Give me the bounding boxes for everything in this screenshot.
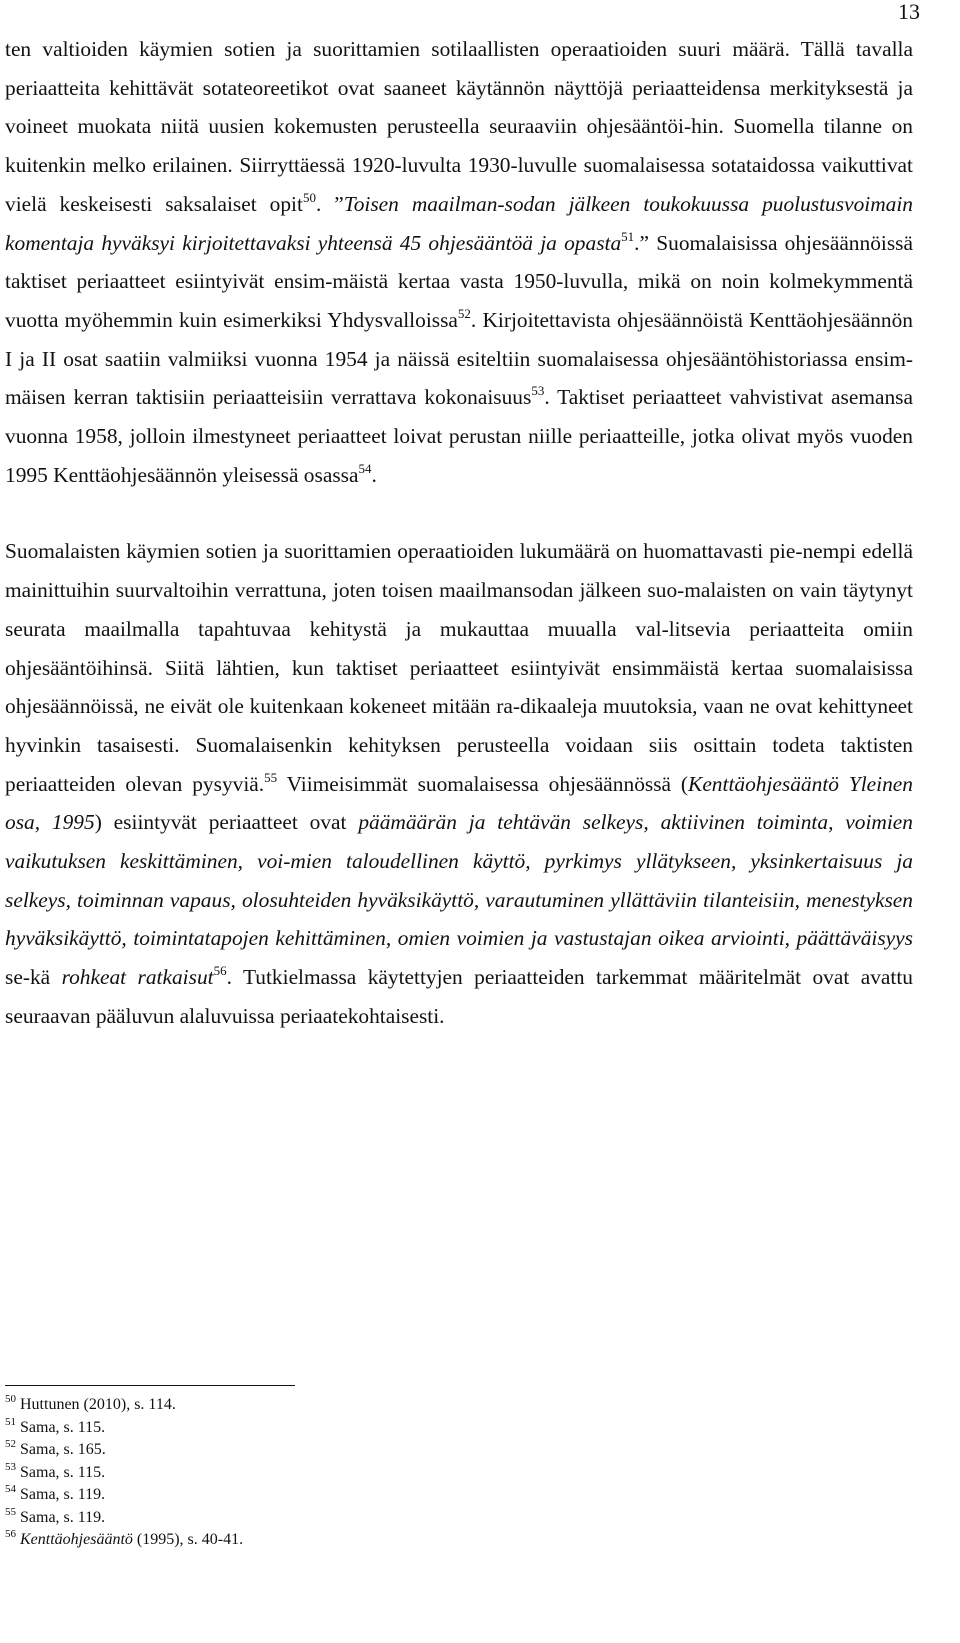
- italic-text: päämäärän ja tehtävän selkeys, aktiivinen toiminta, voimien vaikutuksen keskittäminen, voi-mien taloudellinen käyttö, pyrkimys yllätykseen, yksinkertaisuus ja selkeys, toiminnan vapaus, olosuhteiden hyväksikäyttö, varautuminen yllättäviin tilanteisiin, menestyksen hyväksikäyttö, toimintatapojen kehittäminen, omien voimien ja vastustajan oikea arviointi, päättäväisyys: [5, 810, 913, 951]
- footnote-number: 54: [5, 1483, 16, 1495]
- text-run: ) esiintyvät periaatteet ovat: [94, 810, 359, 835]
- italic-text: Kenttäohjesääntö Yleinen osa, 1995: [5, 771, 913, 835]
- text-run: . Kirjoitettavista ohjesäännöistä Kenttäohjesäännön I ja II osat saatiin valmiiksi vuonna 1954 ja näissä esiteltiin suomalaisessa ohjesääntöhistoriassa ensim-mäisen kerran taktisiin periaatteisiin verrattava kokonaisuus: [5, 307, 914, 410]
- footnote-reference: 51: [621, 228, 635, 244]
- text-run: Sama, s. 119.: [20, 1486, 106, 1503]
- footnotes: [5, 1394, 605, 1552]
- footnote-item: [5, 1462, 605, 1485]
- footnote-number: 56: [5, 1528, 16, 1540]
- text-run: Huttunen (2010), s. 114.: [20, 1396, 176, 1413]
- footnote-item: [5, 1394, 605, 1417]
- text-run: Sama, s. 115.: [20, 1418, 106, 1436]
- footnote-reference: 50: [302, 189, 316, 205]
- footnote-number: 52: [5, 1438, 16, 1450]
- footnote-number: 53: [5, 1460, 16, 1473]
- page-number: 13: [898, 0, 920, 24]
- footnote-reference: 53: [531, 383, 545, 399]
- footnote-number: 51: [5, 1415, 16, 1428]
- text-run: . Tutkielmassa käytettyjen periaatteiden tarkemmat määritelmät ovat avattu seuraavan pääluvun alaluvuissa periaatekohtaisesti.: [5, 965, 913, 1028]
- footnote-reference: 55: [264, 769, 278, 785]
- text-run: . ”: [315, 191, 344, 216]
- footnote-number: 55: [5, 1505, 16, 1518]
- text-run: Viimeisimmät suomalaisessa ohjesäännössä (: [277, 771, 689, 796]
- footnote-item: [5, 1529, 605, 1552]
- italic-text: rohkeat ratkaisut: [61, 965, 214, 990]
- paragraph-1: [5, 30, 913, 494]
- text-run: se-kä: [5, 965, 62, 990]
- text-run: .” Suomalaisissa ohjesäännöissä taktiset periaatteet esiintyivät ensim-mäistä kertaa vasta 1950-luvulla, mikä on noin kolmekymmentä vuotta myöhemmin kuin esimerkiksi Yhdysvalloissa: [5, 230, 913, 332]
- footnote-item: [5, 1417, 605, 1440]
- text-run: (1995), s. 40-41.: [132, 1531, 244, 1548]
- italic-text: Toisen maailman-sodan jälkeen toukokuussa puolustusvoimain komentaja hyväksyi kirjoitettavaksi yhteensä 45 ohjesääntöä ja opasta: [5, 191, 913, 255]
- footnote-reference: 52: [457, 305, 471, 321]
- footnote-divider: [5, 1385, 295, 1386]
- footnote-item: [5, 1484, 605, 1507]
- footnote-item: [5, 1507, 605, 1530]
- body-text: [5, 30, 913, 1036]
- footnote-number: 50: [5, 1393, 16, 1405]
- text-run: . Taktiset periaatteet vahvistivat asemansa vuonna 1958, jolloin ilmestyneet periaatteet loivat perustan niille periaatteille, jotka olivat myös vuoden 1995 Kenttäohjesäännön yleisessä osassa: [5, 385, 913, 487]
- text-run: .: [371, 462, 377, 487]
- paragraph-2: [5, 532, 913, 1035]
- text-run: Sama, s. 165.: [20, 1441, 106, 1458]
- italic-text: Kenttäohjesääntö: [20, 1531, 133, 1548]
- footnote-reference: 54: [358, 460, 372, 476]
- text-run: ten valtioiden käymien sotien ja suorittamien sotilaallisten operaatioiden suuri määrä. Tällä tavalla periaatteita kehittävät sotateoreetikot ovat saaneet käytännön näyttöjä periaatteidensa merkityksestä ja voineet muokata niitä uusien kokemusten perusteella seuraaviin ohjesääntöi-hin. Suomella tilanne on kuitenkin melko erilainen. Siirryttäessä 1920-luvulta 1930-luvulle suomalaisessa sotataidossa vaikuttivat vielä keskeisesti saksalaiset opit: [5, 37, 913, 216]
- text-run: Sama, s. 115.: [20, 1463, 106, 1481]
- footnote-item: [5, 1439, 605, 1462]
- text-run: Sama, s. 119.: [20, 1508, 106, 1526]
- footnote-reference: 56: [213, 963, 227, 979]
- text-run: Suomalaisten käymien sotien ja suorittamien operaatioiden lukumäärä on huomattavasti pie-nempi edellä mainittuihin suurvaltoihin verrattuna, joten toisen maailmansodan jälkeen suo-malaisten on vain täytynyt seurata maailmalla tapahtuvaa kehitystä ja mukauttaa muualla val-litsevia periaatteita omiin ohjesääntöihinsä. Siitä lähtien, kun taktiset periaatteet esiintyivät ensimmäistä kertaa suomalaisissa ohjesäännöissä, ne eivät ole kuitenkaan kokeneet mitään ra-dikaaleja muutoksia, vaan ne ovat kehittyneet hyvinkin tasaisesti. Suomalaisenkin kehityksen perusteella voidaan siis osittain todeta taktisten periaatteiden olevan pysyviä.: [5, 539, 913, 796]
